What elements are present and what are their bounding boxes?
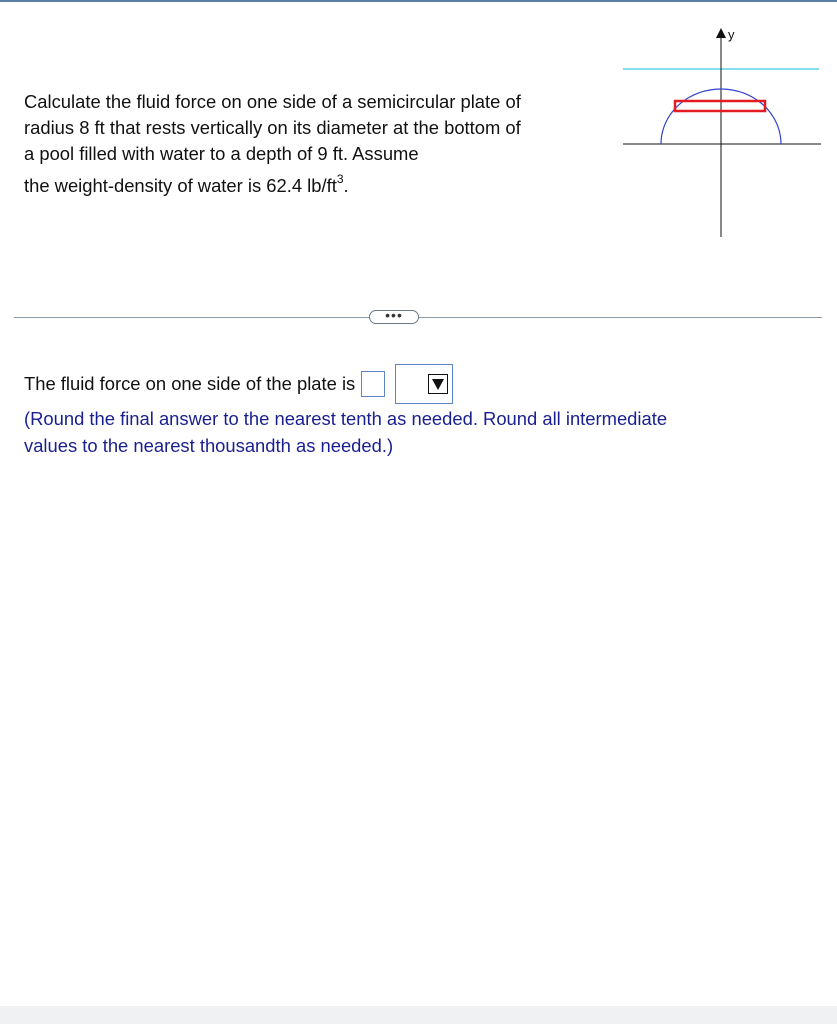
question-line <box>24 173 599 199</box>
hint-line: (Round the final answer to the nearest tenth as needed. Round all intermediate <box>24 408 668 429</box>
question-line-end: . <box>343 175 349 196</box>
answer-input[interactable] <box>361 371 385 397</box>
y-axis-arrowhead <box>716 28 726 38</box>
answer-line <box>24 364 453 404</box>
y-axis-label: y <box>728 27 735 42</box>
exponent: 3 <box>336 171 344 186</box>
bottom-bar <box>0 1006 837 1024</box>
rounding-instructions <box>24 405 814 459</box>
more-options-button[interactable]: ••• <box>369 310 419 324</box>
question-line-text: the weight-density of water is 62.4 lb/ft <box>24 175 337 196</box>
semicircle-plate-diagram <box>620 22 825 242</box>
hint-line: values to the nearest thousandth as needed.) <box>24 435 394 456</box>
question-line: a pool filled with water to a depth of 9 ft. Assume <box>24 143 419 164</box>
answer-prompt: The fluid force on one side of the plate is <box>24 373 356 394</box>
question-line: radius 8 ft that rests vertically on its diameter at the bottom of <box>24 117 521 138</box>
unit-dropdown[interactable] <box>395 364 453 404</box>
top-rule <box>0 0 837 2</box>
dropdown-arrow-icon[interactable] <box>428 374 448 394</box>
question-line: Calculate the fluid force on one side of a semicircular plate of <box>24 91 521 112</box>
question-text <box>24 89 599 199</box>
horizontal-strip <box>675 101 765 111</box>
